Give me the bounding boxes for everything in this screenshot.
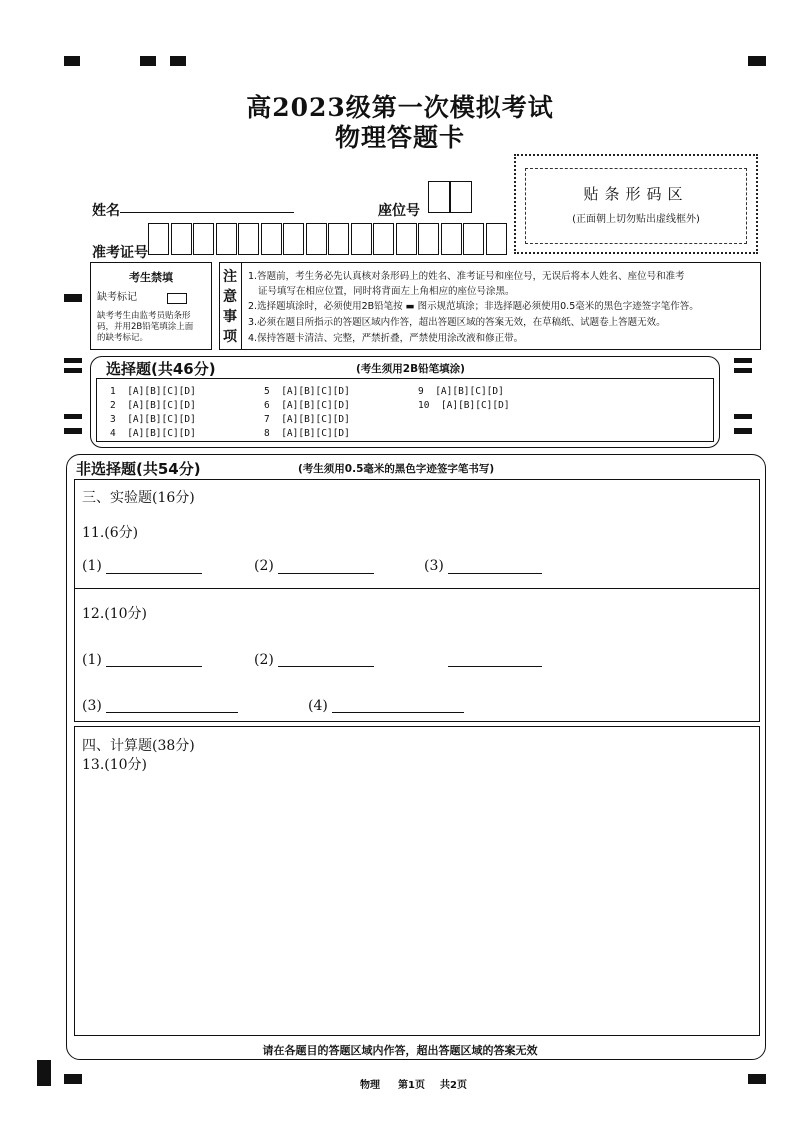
registration-mark-right-4 (734, 428, 752, 434)
footer-warning: 请在各题目的答题区域内作答，超出答题区域的答案无效 (262, 1044, 538, 1057)
name-field[interactable] (120, 212, 294, 213)
mc-question[interactable] (110, 414, 196, 425)
answer-options[interactable]: [A][B][C][D] (127, 400, 196, 411)
exam-id-box[interactable] (148, 223, 169, 255)
exam-id-box[interactable] (373, 223, 394, 255)
q11-blank-label: (1) (82, 558, 102, 574)
question-number: 10 (418, 400, 430, 411)
barcode-area (514, 154, 758, 254)
exam-id-box[interactable] (463, 223, 484, 255)
non-choice-title: 非选择题(共54分) (76, 460, 201, 478)
exam-id-box[interactable] (283, 223, 304, 255)
barcode-title: 贴条形码区 (583, 185, 689, 203)
question-number: 9 (418, 386, 424, 397)
registration-mark-top-left-3 (170, 56, 186, 66)
card-title: 物理答题卡 (334, 123, 465, 152)
registration-mark-bottom-right (748, 1074, 766, 1084)
registration-mark-left-3 (64, 368, 82, 373)
notice-label-char: 项 (223, 329, 237, 345)
notice-item: 证号填写在相应位置，同时将背面左上角相应的座位号涂黑。 (258, 286, 515, 297)
exam-id-label: 准考证号 (92, 245, 148, 261)
mc-question[interactable] (418, 386, 504, 397)
registration-mark-top-left (64, 56, 80, 66)
absent-desc-line1: 缺考考生由监考员贴条形 (97, 311, 191, 321)
absent-desc-line3: 的缺考标记。 (97, 333, 149, 343)
mc-question[interactable] (264, 386, 350, 397)
answer-options[interactable]: [A][B][C][D] (440, 400, 510, 411)
q12-blank-4[interactable] (332, 712, 464, 713)
question-number: 2 (110, 400, 116, 411)
exam-id-box[interactable] (351, 223, 372, 255)
answer-options[interactable]: [A][B][C][D] (281, 428, 350, 439)
registration-mark-left-4 (64, 414, 82, 419)
registration-mark-left-5 (64, 428, 82, 434)
q12-blank-1[interactable] (106, 666, 202, 667)
footer-page: 第1页 (398, 1080, 425, 1091)
q11-blank-2[interactable] (278, 573, 374, 574)
mc-question[interactable] (264, 414, 350, 425)
q11-q12-divider (74, 588, 760, 589)
question-number: 4 (110, 428, 116, 439)
mc-question[interactable] (418, 400, 510, 411)
mc-title: 选择题(共46分) (106, 360, 216, 378)
registration-mark-top-right (748, 56, 766, 66)
answer-options[interactable]: [A][B][C][D] (127, 414, 196, 425)
registration-mark-bottom-left (64, 1074, 82, 1084)
registration-mark-right-2 (734, 368, 752, 373)
answer-options[interactable]: [A][B][C][D] (127, 428, 196, 439)
q11-blank-1[interactable] (106, 573, 202, 574)
barcode-note: (正面朝上切勿贴出虚线框外) (572, 214, 700, 225)
answer-options[interactable]: [A][B][C][D] (281, 414, 350, 425)
footer-subject: 物理 (360, 1080, 380, 1091)
q11-blank-label: (2) (254, 558, 274, 574)
exam-title: 高2023级第一次模拟考试 (246, 93, 554, 122)
question-number: 6 (264, 400, 270, 411)
notice-label-char: 注 (223, 269, 237, 285)
notice-item: 2.选择题填涂时，必须使用2B铅笔按 ▬ 图示规范填涂；非选择题必须使用0.5毫米的黑色字迹签字笔作答。 (248, 301, 699, 312)
exam-id-box[interactable] (238, 223, 259, 255)
q11-blank-3[interactable] (448, 573, 542, 574)
mc-question[interactable] (110, 400, 196, 411)
section4-answer-area[interactable] (74, 726, 760, 1036)
q12-blank-label: (2) (254, 652, 274, 668)
section3-answer-area[interactable] (74, 479, 760, 722)
absent-mark-label: 缺考标记 (97, 292, 137, 303)
q11-label: 11.(6分) (82, 525, 139, 541)
registration-mark-top-left-2 (140, 56, 156, 66)
seat-box-2[interactable] (450, 181, 472, 213)
q12-blank-label: (3) (82, 698, 102, 714)
q12-blank-label: (4) (308, 698, 328, 714)
answer-options[interactable]: [A][B][C][D] (281, 400, 350, 411)
mc-question[interactable] (110, 386, 196, 397)
exam-id-box[interactable] (441, 223, 462, 255)
notice-label-divider (241, 262, 242, 350)
question-number: 7 (264, 414, 270, 425)
question-number: 1 (110, 386, 116, 397)
q12-blank-2[interactable] (278, 666, 374, 667)
footer-total: 共2页 (440, 1080, 467, 1091)
barcode-inner-frame (525, 168, 747, 244)
section4-title: 四、计算题(38分) (82, 738, 195, 754)
mc-question[interactable] (110, 428, 196, 439)
mc-question[interactable] (264, 428, 350, 439)
seat-box-1[interactable] (428, 181, 450, 213)
q12-blank-label: (1) (82, 652, 102, 668)
notice-item: 1.答题前，考生务必先认真核对条形码上的姓名、准考证号和座位号，无误后将本人姓名、座位号和准考 (248, 271, 685, 282)
exam-id-box[interactable] (396, 223, 417, 255)
section3-title: 三、实验题(16分) (82, 490, 195, 506)
q12-label: 12.(10分) (82, 606, 148, 622)
exam-id-box[interactable] (486, 223, 507, 255)
mc-instruction: (考生须用2B铅笔填涂) (356, 363, 465, 375)
mc-question[interactable] (264, 400, 350, 411)
q11-blank-label: (3) (424, 558, 444, 574)
q13-label: 13.(10分) (82, 757, 148, 773)
notice-item: 3.必须在题目所指示的答题区域内作答，超出答题区域的答案无效，在草稿纸、试题卷上答题无效。 (248, 317, 666, 328)
registration-mark-bottom-left-big (37, 1060, 51, 1086)
question-number: 8 (264, 428, 270, 439)
absent-box (90, 262, 212, 350)
exam-id-box[interactable] (193, 223, 214, 255)
q12-blank-2b[interactable] (448, 666, 542, 667)
exam-id-box[interactable] (261, 223, 282, 255)
registration-mark-left-1 (64, 294, 82, 302)
question-number: 5 (264, 386, 270, 397)
absent-mark-checkbox[interactable] (167, 293, 187, 304)
absent-desc-line2: 码，并用2B铅笔填涂上面 (97, 322, 194, 332)
exam-id-box[interactable] (216, 223, 237, 255)
registration-mark-right-3 (734, 414, 752, 419)
notice-item: 4.保持答题卡清洁、完整，严禁折叠，严禁使用涂改液和修正带。 (248, 333, 524, 344)
exam-id-box[interactable] (328, 223, 349, 255)
answer-options[interactable]: [A][B][C][D] (127, 386, 196, 397)
exam-id-box[interactable] (171, 223, 192, 255)
exam-id-box[interactable] (418, 223, 439, 255)
notice-label-char: 意 (223, 289, 237, 305)
answer-options[interactable]: [A][B][C][D] (281, 386, 350, 397)
exam-id-box[interactable] (306, 223, 327, 255)
name-label: 姓名 (92, 203, 120, 219)
notice-label-char: 事 (223, 309, 237, 325)
non-choice-instruction: (考生须用0.5毫米的黑色字迹签字笔书写) (298, 463, 495, 475)
registration-mark-left-2 (64, 358, 82, 363)
registration-mark-right-1 (734, 358, 752, 363)
question-number: 3 (110, 414, 116, 425)
absent-box-title: 考生禁填 (129, 271, 173, 284)
q12-blank-3[interactable] (106, 712, 238, 713)
answer-options[interactable]: [A][B][C][D] (435, 386, 504, 397)
seat-label: 座位号 (378, 203, 420, 219)
